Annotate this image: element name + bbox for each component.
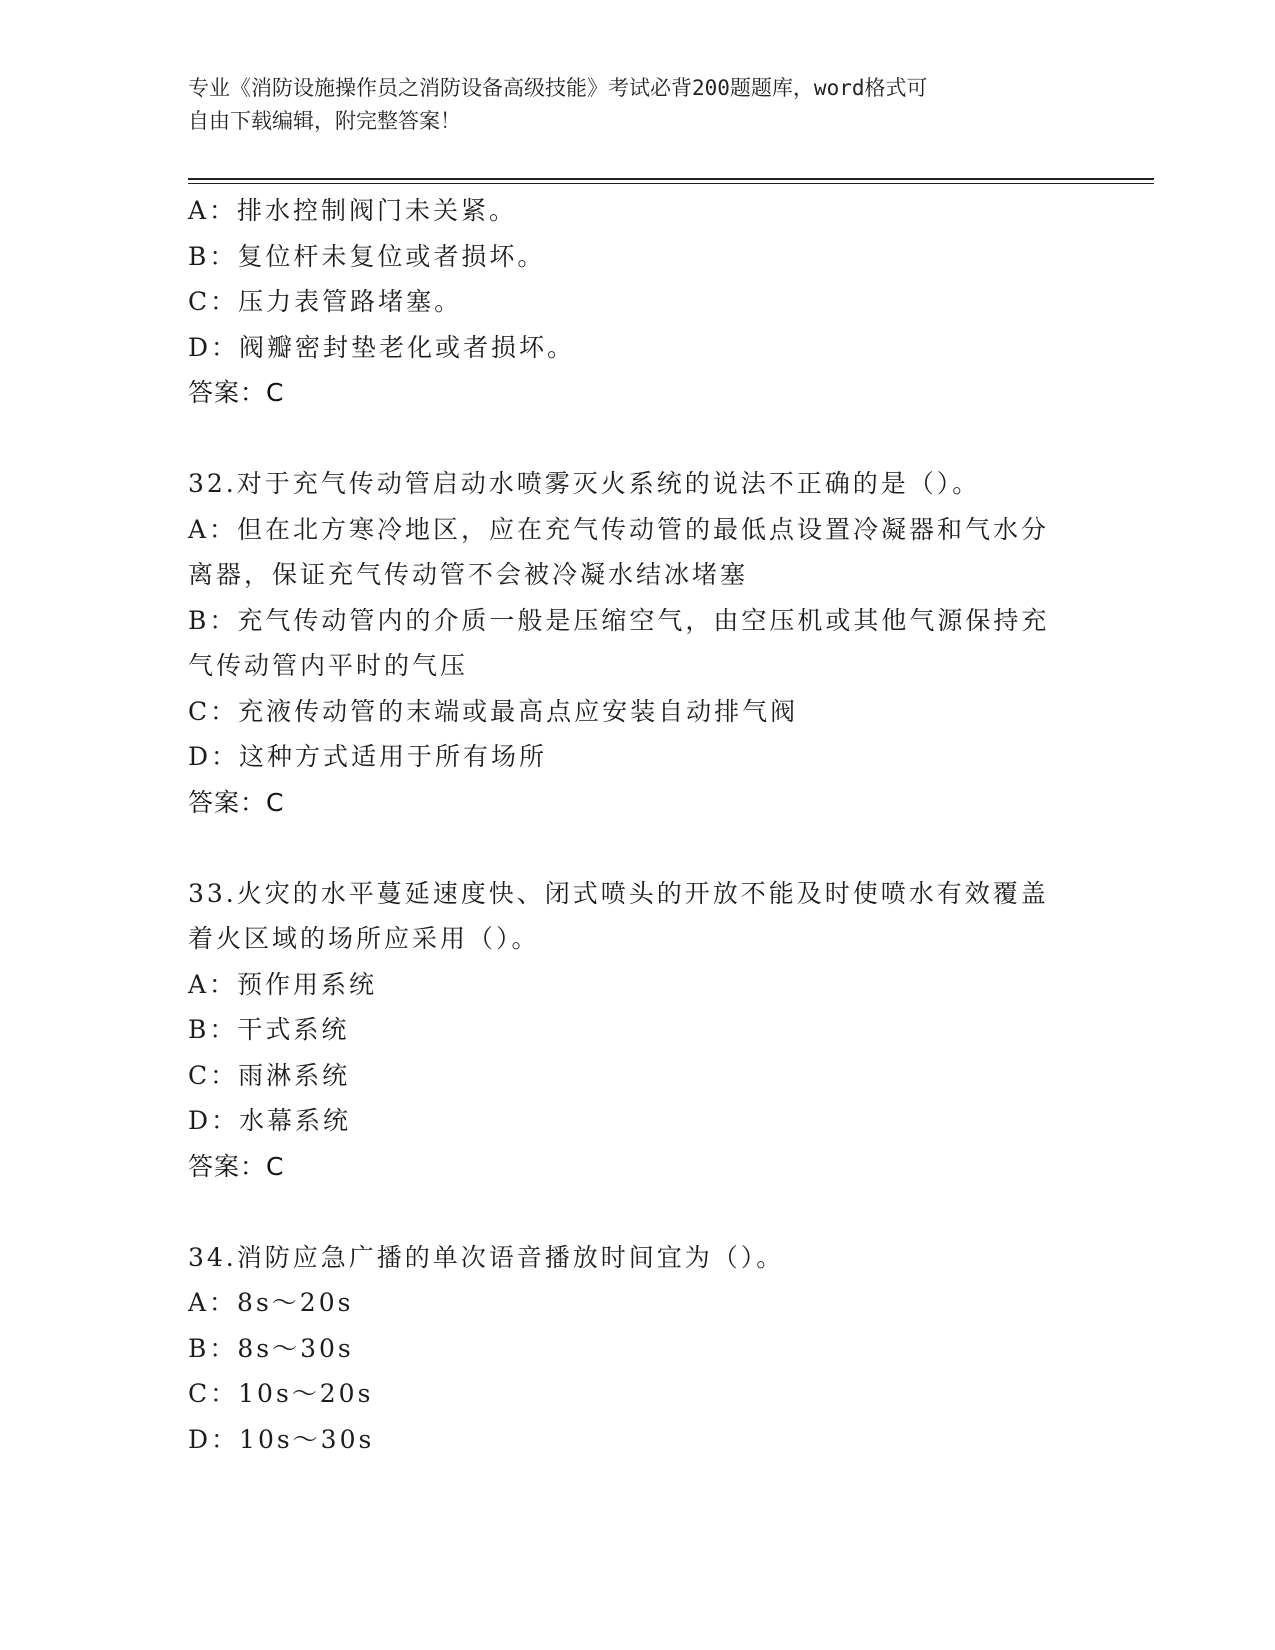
option-b: B：复位杆未复位或者损坏。 <box>188 241 546 271</box>
spacer <box>188 1189 1088 1235</box>
question-text: 33.火灾的水平蔓延速度快、闭式喷头的开放不能及时使喷水有效覆盖 <box>188 878 1049 908</box>
option-d: D：10s～30s <box>188 1424 375 1454</box>
spacer <box>188 825 1088 871</box>
spacer <box>188 416 1088 462</box>
answer-line: 答案：C <box>188 1151 285 1181</box>
question-text-continued: 着火区域的场所应采用（）。 <box>188 924 540 953</box>
option-a-continued: 离器，保证充气传动管不会被冷凝水结冰堵塞 <box>188 560 749 589</box>
option-d: D：阀瓣密封垫老化或者损坏。 <box>188 332 576 362</box>
option-d: D：水幕系统 <box>188 1106 352 1135</box>
option-b: B：充气传动管内的介质一般是压缩空气，由空压机或其他气源保持充 <box>188 605 1050 635</box>
option-b-continued: 气传动管内平时的气压 <box>188 651 469 680</box>
option-a: A：8s～20s <box>188 1288 354 1317</box>
header-divider-thin <box>188 183 1154 184</box>
question-block-32 <box>188 461 1088 825</box>
question-block-34 <box>188 1235 1088 1463</box>
question-text: 32.对于充气传动管启动水喷雾灭火系统的说法不正确的是（）。 <box>188 469 981 498</box>
option-b: B：干式系统 <box>188 1015 350 1044</box>
option-c: C：雨淋系统 <box>188 1060 351 1090</box>
option-a: A：排水控制阀门未关紧。 <box>188 196 518 225</box>
question-text: 34.消防应急广播的单次语音播放时间宜为（）。 <box>188 1242 785 1272</box>
question-block-31 <box>188 188 1088 416</box>
header-divider-thick <box>188 178 1154 180</box>
header-line-2: 自由下载编辑，附完整答案！ <box>188 109 461 133</box>
answer-line: 答案：C <box>188 787 285 817</box>
option-c: C：10s～20s <box>188 1379 374 1408</box>
option-a: A：但在北方寒冷地区，应在充气传动管的最低点设置冷凝器和气水分 <box>188 514 1050 544</box>
question-content <box>188 188 1088 1462</box>
header-line-1: 专业《消防设施操作员之消防设备高级技能》考试必背200题题库，word格式可 <box>188 76 928 100</box>
document-header <box>188 72 1068 138</box>
option-a: A：预作用系统 <box>188 969 378 999</box>
option-d: D：这种方式适用于所有场所 <box>188 742 548 771</box>
option-c: C：充液传动管的末端或最高点应安装自动排气阀 <box>188 696 799 726</box>
option-c: C：压力表管路堵塞。 <box>188 287 463 316</box>
answer-line: 答案：C <box>188 378 285 407</box>
question-block-33 <box>188 871 1088 1190</box>
option-b: B：8s～30s <box>188 1333 354 1363</box>
